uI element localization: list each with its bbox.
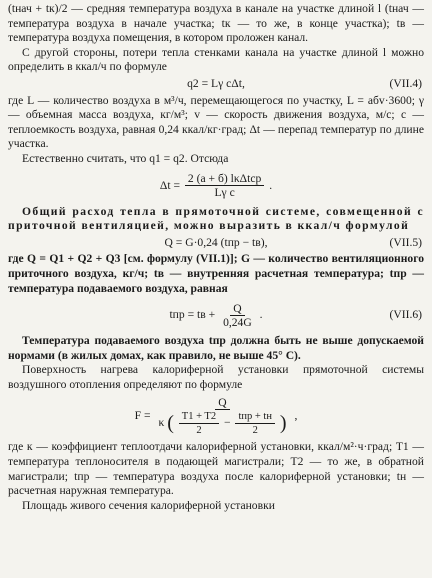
equation-delta-t-numerator: 2 (a + б) lκΔtср (185, 172, 264, 186)
paragraph-1: (tнач + tк)/2 — средняя температура воздуха в канале на участке длиной l (tнач — температура воздуха в начале участка; tк — то же, в конце участка); tв — температура воздуха помещения, в котором проложен канал. (8, 2, 424, 45)
equation-vii6-lhs: tпр = tв + (169, 308, 216, 322)
paragraph-7: Температура подаваемого воздуха tпр должна быть не выше допускаемой нормами (в жилых домах, как правило, не выше 45° C). (8, 334, 424, 362)
equation-f-fraction (155, 396, 289, 437)
equation-f-paren-close: ) (279, 412, 287, 435)
equation-f-inner-left-num: T1 + T2 (179, 410, 219, 424)
equation-vii6-tail: . (259, 308, 263, 322)
paragraph-2: С другой стороны, потери тепла стенками канала на участке длиной l можно определить в ккал/ч по формуле (8, 45, 424, 74)
equation-f-lhs: F = (134, 409, 151, 423)
equation-delta-t-tail: . (269, 178, 273, 192)
equation-delta-t-denominator: Lγ c (214, 186, 235, 200)
equation-vii6-fraction (220, 302, 255, 329)
equation-f-paren-open: ( (167, 412, 174, 435)
equation-f-inner-right-den: 2 (252, 425, 258, 437)
paragraph-9: где к — коэффициент теплоотдачи калориферной установки, ккал/м²·ч·град; T1 — температура теплоносителя в подающей магистрали; T2 — то же, в обратной магистрали; tпр — температура воздуха после калориферной установки; tн — расчетная наружная температура. (8, 440, 424, 498)
equation-vii5 (8, 236, 424, 251)
paragraph-8: Поверхность нагрева калориферной установки прямоточной системы воздушного отопления определяют по формуле (8, 363, 424, 391)
equation-vii4-number: (VII.4) (389, 76, 422, 90)
equation-vii6-denominator: 0,24G (223, 315, 252, 329)
paragraph-6: где Q = Q1 + Q2 + Q3 [см. формулу (VII.1)]; G — количество вентиляционного приточного воздуха, кг/ч; tв — внутренняя расчетная температура; tпр — температура подаваемого воздуха, равная (8, 252, 424, 295)
equation-vii4-body: q2 = Lγ cΔt, (187, 76, 245, 90)
equation-f-inner-right (235, 410, 275, 437)
paragraph-3: где L — количество воздуха в м³/ч, перемещающегося по участку, L = aбv·3600; γ — объемная масса воздуха, кг/м³; v — скорость движения воздуха, м/с; c — теплоемкость воздуха, равная 0,24 ккал/кг·град; Δt — перепад температур по длине участка. (8, 93, 424, 151)
equation-f-tail: , (294, 409, 298, 423)
equation-delta-t-fraction (185, 172, 264, 199)
paragraph-4: Естественно считать, что q1 = q2. Отсюда (22, 151, 229, 165)
equation-delta-t-lhs: Δt = (159, 178, 180, 192)
equation-f-numerator: Q (215, 396, 229, 410)
equation-vii4 (8, 77, 424, 92)
equation-f-denominator (155, 410, 289, 437)
equation-vii5-number: (VII.5) (389, 235, 422, 249)
equation-f (8, 394, 424, 438)
equation-f-inner-left-den: 2 (196, 425, 202, 437)
equation-f-k: κ (158, 416, 165, 430)
equation-delta-t (8, 169, 424, 203)
paragraph-5 (8, 205, 424, 234)
equation-f-inner-left (179, 410, 219, 437)
equation-vii6 (8, 298, 424, 332)
paragraph-10: Площадь живого сечения калориферной установки (22, 498, 275, 512)
equation-vii6-numerator: Q (230, 302, 244, 316)
paragraph-5-text: Общий расход тепла в прямоточной системе, совмещенной с приточной вентиляцией, можно выразить в ккал/ч формулой (8, 204, 424, 233)
equation-vii6-number: (VII.6) (389, 308, 422, 322)
equation-f-inner-right-num: tпр + tн (235, 410, 275, 424)
equation-f-minus: − (224, 416, 231, 430)
equation-vii5-body: Q = G·0,24 (tпр − tв), (164, 235, 268, 249)
